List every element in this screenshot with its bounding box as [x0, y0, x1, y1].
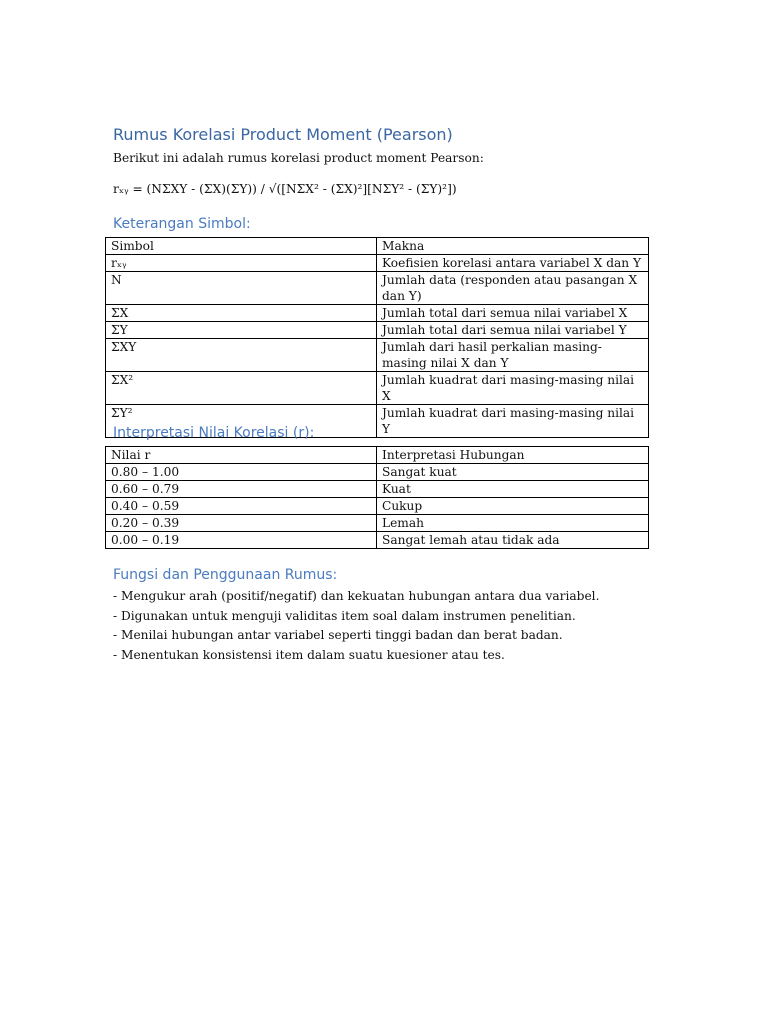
- r-range-cell: 0.40 – 0.59: [106, 498, 377, 515]
- meaning-cell: Jumlah total dari semua nilai variabel X: [377, 305, 649, 322]
- list-item: - Mengukur arah (positif/negatif) dan kekuatan hubungan antara dua variabel.: [113, 589, 600, 603]
- table-row: [106, 322, 649, 339]
- interpretation-cell: Sangat kuat: [377, 464, 649, 481]
- r-range-cell: 0.20 – 0.39: [106, 515, 377, 532]
- meaning-cell: Jumlah dari hasil perkalian masing-masing nilai X dan Y: [377, 339, 649, 372]
- symbol-cell: rₓᵧ: [106, 255, 377, 272]
- symbol-cell: ΣX: [106, 305, 377, 322]
- header-cell-r-value: Nilai r: [106, 447, 377, 464]
- interpretation-section-heading: Interpretasi Nilai Korelasi (r):: [113, 425, 315, 441]
- interpretation-cell: Lemah: [377, 515, 649, 532]
- meaning-cell: Jumlah kuadrat dari masing-masing nilai Y: [377, 405, 649, 438]
- meaning-cell: Jumlah kuadrat dari masing-masing nilai X: [377, 372, 649, 405]
- interpretation-cell: Kuat: [377, 481, 649, 498]
- list-item: - Menentukan konsistensi item dalam suatu kuesioner atau tes.: [113, 647, 505, 662]
- r-range-cell: 0.80 – 1.00: [106, 464, 377, 481]
- table-header-row: [106, 447, 649, 464]
- table-row: [106, 498, 649, 515]
- table-row: [106, 272, 649, 305]
- symbol-section-heading: Keterangan Simbol:: [113, 216, 251, 232]
- table-row: [106, 532, 649, 549]
- table-row: [106, 464, 649, 481]
- symbol-cell: ΣX²: [106, 372, 377, 405]
- header-cell-meaning: Makna: [377, 238, 649, 255]
- header-cell-interpretation: Interpretasi Hubungan: [377, 447, 649, 464]
- list-item: - Menilai hubungan antar variabel seperti tinggi badan dan berat badan.: [113, 628, 563, 642]
- pearson-formula: rₓᵧ = (NΣXY - (ΣX)(ΣY)) / √([NΣX² - (ΣX)²][NΣY² - (ΣY)²]): [113, 182, 457, 196]
- function-section-heading: Fungsi dan Penggunaan Rumus:: [113, 567, 338, 583]
- meaning-cell: Jumlah total dari semua nilai variabel Y: [377, 322, 649, 339]
- interpretation-cell: Sangat lemah atau tidak ada: [377, 532, 649, 549]
- r-range-cell: 0.60 – 0.79: [106, 481, 377, 498]
- header-cell-symbol: Simbol: [106, 238, 377, 255]
- table-row: [106, 255, 649, 272]
- table-row: [106, 305, 649, 322]
- symbol-cell: N: [106, 272, 377, 305]
- document-title: Rumus Korelasi Product Moment (Pearson): [113, 125, 453, 144]
- table-row: [106, 372, 649, 405]
- table-row: [106, 481, 649, 498]
- interpretation-table: [105, 446, 649, 549]
- symbol-cell: ΣXY: [106, 339, 377, 372]
- meaning-cell: Koefisien korelasi antara variabel X dan Y: [377, 255, 649, 272]
- symbol-cell: ΣY: [106, 322, 377, 339]
- symbol-table: [105, 237, 649, 438]
- table-row: [106, 339, 649, 372]
- interpretation-cell: Cukup: [377, 498, 649, 515]
- table-header-row: [106, 238, 649, 255]
- meaning-cell: Jumlah data (responden atau pasangan X dan Y): [377, 272, 649, 305]
- symbol-cell: ΣY²: [106, 405, 377, 438]
- intro-text: Berikut ini adalah rumus korelasi product moment Pearson:: [113, 151, 484, 165]
- r-range-cell: 0.00 – 0.19: [106, 532, 377, 549]
- table-row: [106, 515, 649, 532]
- function-list: [113, 587, 599, 665]
- list-item: - Digunakan untuk menguji validitas item soal dalam instrumen penelitian.: [113, 608, 576, 623]
